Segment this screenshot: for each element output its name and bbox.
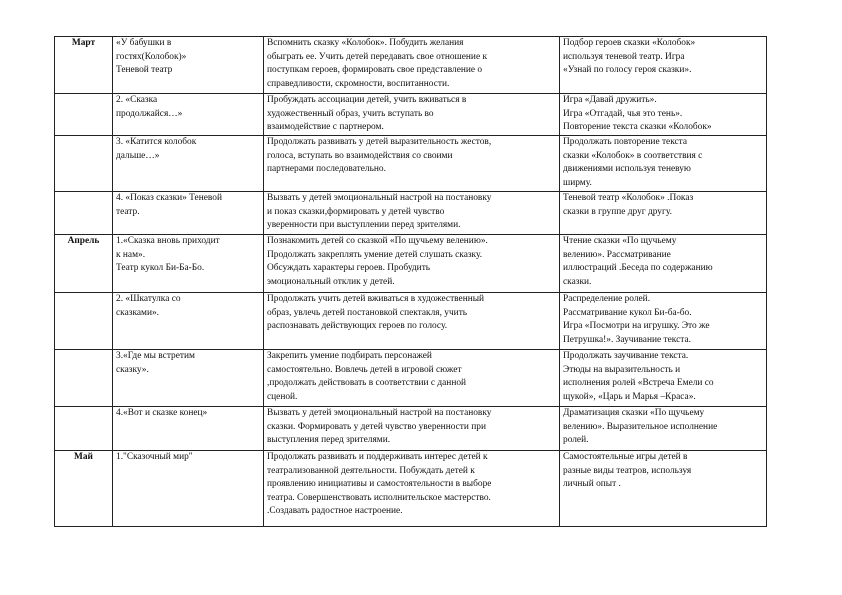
- table-row: [55, 37, 767, 94]
- goal-cell: Вызвать у детей эмоциональный настрой на постановку сказки. Формировать у детей чувство уверенности при выступления перед зрителями.: [264, 407, 560, 451]
- goal-cell: Пробуждать ассоциации детей, учить вживаться в художественный образ, учить вступать во взаимодействие с партнером.: [264, 94, 560, 136]
- month-cell: [55, 350, 113, 407]
- goal-cell: Закрепить умение подбирать персонажей самостоятельно. Вовлечь детей в игровой сюжет ,продолжать действовать в соответствии с данной сценой.: [264, 350, 560, 407]
- activity-cell: Чтение сказки «По щучьему велению». Рассматривание иллюстраций .Беседа по содержанию сказки.: [560, 235, 767, 293]
- table-row: [55, 293, 767, 350]
- topic-cell: 3. «Катится колобок дальше…»: [113, 136, 264, 192]
- month-cell: [55, 94, 113, 136]
- activity-cell: Продолжать заучивание текста. Этюды на выразительность и исполнения ролей «Встреча Емели со щукой», «Царь и Марья –Краса».: [560, 350, 767, 407]
- table-row: [55, 235, 767, 293]
- table-row: [55, 350, 767, 407]
- table-row: [55, 192, 767, 235]
- activity-cell: Теневой театр «Колобок» .Показ сказки в группе друг другу.: [560, 192, 767, 235]
- topic-cell: 2. «Сказка продолжайся…»: [113, 94, 264, 136]
- month-cell: Апрель: [55, 235, 113, 293]
- goal-cell: Вызвать у детей эмоциональный настрой на постановку и показ сказки,формировать у детей чувство уверенности при выступлении перед зрителями.: [264, 192, 560, 235]
- month-cell: [55, 407, 113, 451]
- goal-cell: Познакомить детей со сказкой «По щучьему велению». Продолжать закреплять умение детей слушать сказку. Обсуждать характеры героев. Пробудить эмоциональный отклик у детей.: [264, 235, 560, 293]
- topic-cell: 2. «Шкатулка со сказками».: [113, 293, 264, 350]
- month-cell: [55, 192, 113, 235]
- table-row: [55, 451, 767, 527]
- month-cell: [55, 293, 113, 350]
- month-cell: Март: [55, 37, 113, 94]
- activity-cell: Продолжать повторение текста сказки «Колобок» в соответствия с движениями используя теневую ширму.: [560, 136, 767, 192]
- table-row: [55, 407, 767, 451]
- topic-cell: 1.«Сказка вновь приходит к нам». Театр кукол Би-Ба-Бо.: [113, 235, 264, 293]
- month-cell: [55, 136, 113, 192]
- table-row: [55, 94, 767, 136]
- topic-cell: 1."Сказочный мир": [113, 451, 264, 527]
- activity-cell: Драматизация сказки «По щучьему велению». Выразительное исполнение ролей.: [560, 407, 767, 451]
- activity-cell: Распределение ролей. Рассматривание кукол Би-ба-бо. Игра «Посмотри на игрушку. Это же Петрушка!». Заучивание текста.: [560, 293, 767, 350]
- activity-cell: Игра «Давай дружить». Игра «Отгадай, чья это тень». Повторение текста сказки «Колобок»: [560, 94, 767, 136]
- goal-cell: Продолжать учить детей вживаться в художественный образ, увлечь детей постановкой спектакля, учить распознавать действующих героев по голосу.: [264, 293, 560, 350]
- goal-cell: Продолжать развивать и поддерживать интерес детей к театрализованной деятельности. Побуждать детей к проявлению инициативы и самостоятельности в выборе театра. Совершенствовать исполнительское мастерство. .Создавать радостное настроение.: [264, 451, 560, 527]
- goal-cell: Вспомнить сказку «Колобок». Побудить желания обыграть ее. Учить детей передавать свое отношение к поступкам героев, формировать свое представление о справедливости, скромности, воспитанности.: [264, 37, 560, 94]
- topic-cell: 4. «Показ сказки» Теневой театр.: [113, 192, 264, 235]
- topic-cell: «У бабушки в гостях(Колобок)» Теневой театр: [113, 37, 264, 94]
- topic-cell: 4.«Вот и сказке конец»: [113, 407, 264, 451]
- month-cell: Май: [55, 451, 113, 527]
- table-row: [55, 136, 767, 192]
- topic-cell: 3.«Где мы встретим сказку».: [113, 350, 264, 407]
- goal-cell: Продолжать развивать у детей выразительность жестов, голоса, вступать во взаимодействия со своими партнерами последовательно.: [264, 136, 560, 192]
- plan-table: [54, 36, 767, 527]
- activity-cell: Подбор героев сказки «Колобок» используя теневой театр. Игра «Узнай по голосу героя сказки».: [560, 37, 767, 94]
- activity-cell: Самостоятельные игры детей в разные виды театров, используя личный опыт .: [560, 451, 767, 527]
